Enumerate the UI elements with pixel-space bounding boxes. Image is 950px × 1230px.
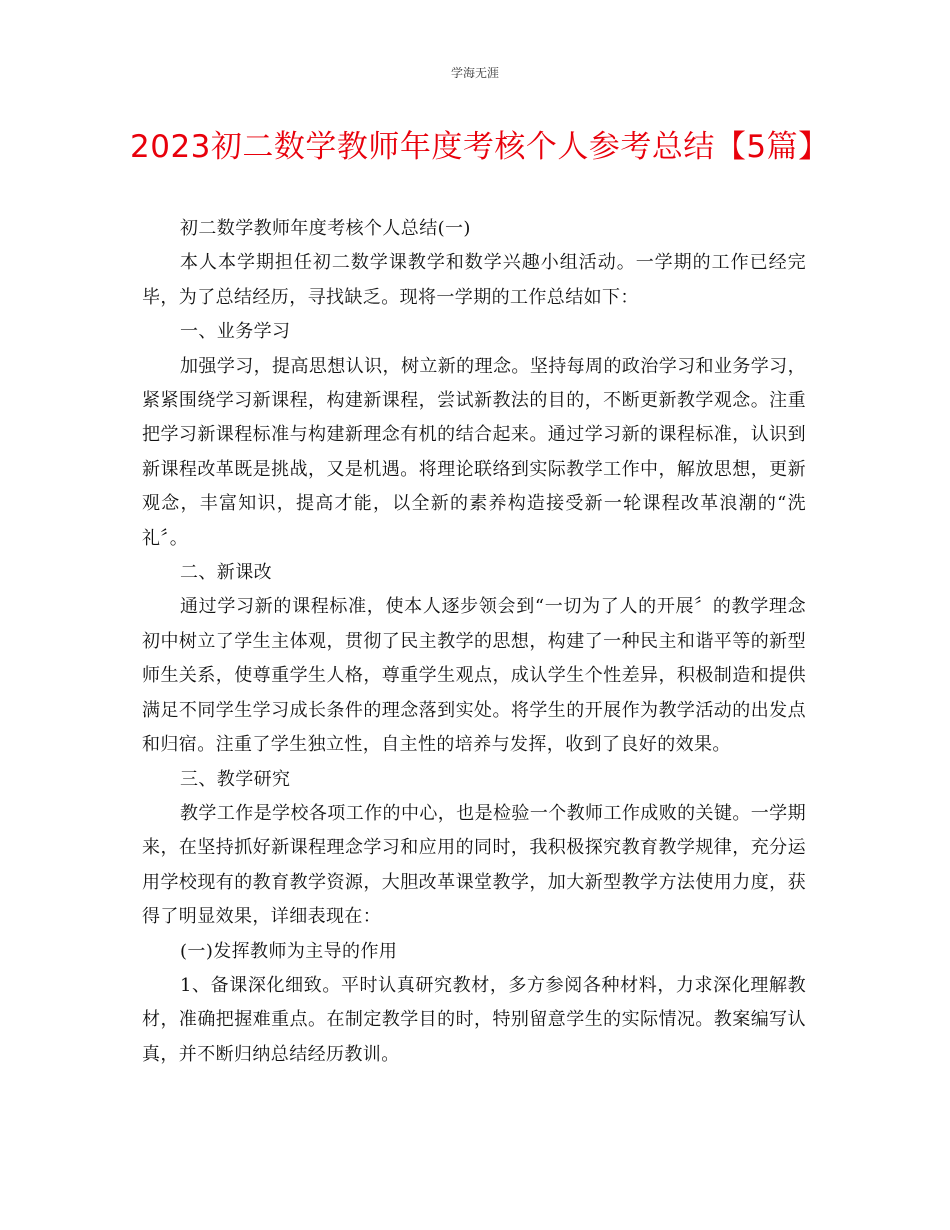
page-header: 学海无涯	[450, 66, 499, 80]
document-body	[142, 212, 806, 1072]
section-heading-3: 三、教学研究	[180, 768, 291, 790]
document-title: 2023初二数学教师年度考核个人参考总结【5篇】	[130, 129, 830, 165]
section-2-paragraph: 通过学习新的课程标准，使本人逐步领会到“一切为了人的开展〞的教学理念初中树立了学生主体观，贯彻了民主教学的思想，构建了一种民主和谐平等的新型师生关系，使尊重学生人格，尊重学生观点，成认学生个性差异，积极制造和提供满足不同学生学习成长条件的理念落到实处。将学生的开展作为教学活动的出发点和归宿。注重了学生独立性，自主性的培养与发挥，收到了良好的效果。	[142, 596, 806, 756]
section-heading-2: 二、新课改	[180, 562, 272, 584]
section-1-paragraph: 加强学习，提高思想认识，树立新的理念。坚持每周的政治学习和业务学习，紧紧围绕学习新课程，构建新课程，尝试新教法的目的，不断更新教学观念。注重把学习新课程标准与构建新理念有机的结合起来。通过学习新的课程标准，认识到新课程改革既是挑战，又是机遇。将理论联络到实际教学工作中，解放思想，更新观念，丰富知识，提高才能，以全新的素养构造接受新一轮课程改革浪潮的“洗礼〞。	[142, 355, 806, 549]
subsection-heading-1: (一)发挥教师为主导的作用	[180, 940, 398, 962]
subsection-1-paragraph: 1、备课深化细致。平时认真研究教材，多方参阅各种材料，力求深化理解教材，准确把握难重点。在制定教学目的时，特别留意学生的实际情况。教案编写认真，并不断归纳总结经历教训。	[142, 974, 806, 1065]
intro-paragraph: 本人本学期担任初二数学课教学和数学兴趣小组活动。一学期的工作已经完毕，为了总结经历，寻找缺乏。现将一学期的工作总结如下：	[142, 252, 806, 308]
section-3-paragraph: 教学工作是学校各项工作的中心，也是检验一个教师工作成败的关键。一学期来，在坚持抓好新课程理念学习和应用的同时，我积极探究教育教学规律，充分运用学校现有的教育教学资源，大胆改革课堂教学，加大新型教学方法使用力度，获得了明显效果，详细表现在：	[142, 802, 806, 928]
subtitle-paragraph: 初二数学教师年度考核个人总结(一)	[180, 218, 471, 239]
section-heading-1: 一、业务学习	[180, 321, 291, 343]
